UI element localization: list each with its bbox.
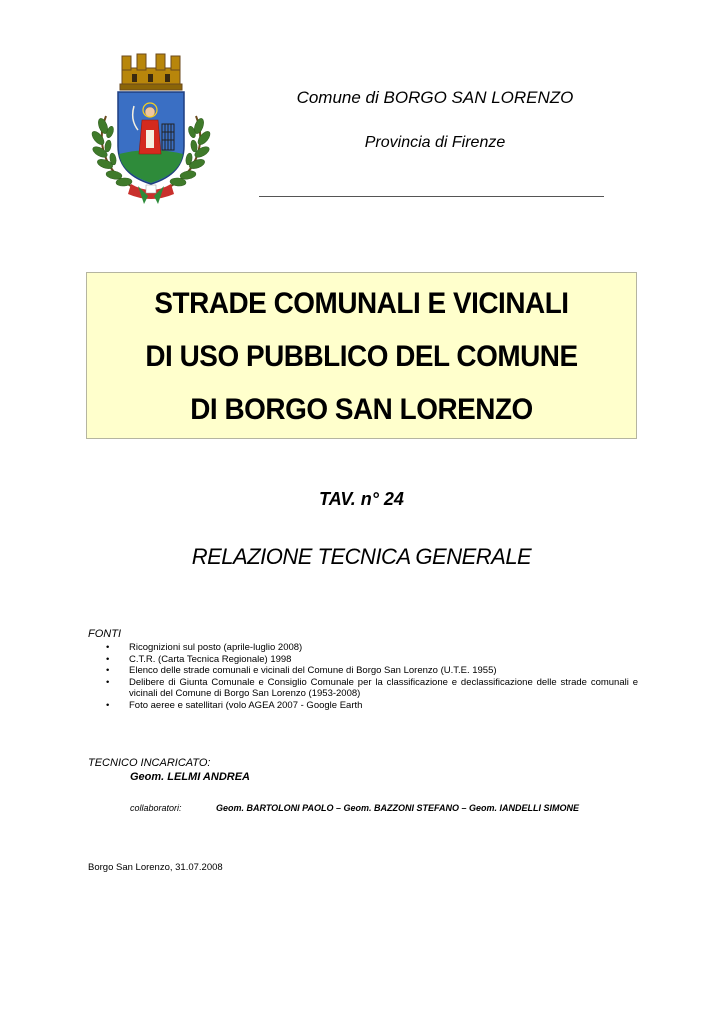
- list-item: [106, 665, 638, 677]
- comune-name: BORGO SAN LORENZO: [383, 88, 574, 107]
- list-item: [106, 700, 638, 712]
- shield-icon: [118, 92, 184, 184]
- list-item-text: Delibere di Giunta Comunale e Consiglio Comunale per la classificazione e declassificazione delle strade comunali e vicinali del Comune di Borgo San Lorenzo (1953-2008): [129, 676, 638, 700]
- comune-heading: [240, 88, 630, 108]
- tav-number: TAV. n° 24: [319, 489, 404, 509]
- comune-prefix: Comune di: [296, 88, 379, 107]
- place-date: Borgo San Lorenzo, 31.07.2008: [88, 862, 223, 873]
- list-item: [106, 642, 638, 654]
- list-item-text: Elenco delle strade comunali e vicinali del Comune di Borgo San Lorenzo (U.T.E. 1955): [129, 665, 497, 677]
- header-divider: [259, 196, 604, 197]
- list-item: [106, 654, 638, 666]
- list-item-text: Foto aeree e satellitari (volo AGEA 2007 - Google Earth: [129, 699, 363, 711]
- document-subtitle: RELAZIONE TECNICA GENERALE: [191, 544, 532, 569]
- title-line-3: DI BORGO SAN LORENZO: [190, 393, 533, 426]
- bullet-icon: •: [106, 665, 110, 677]
- coat-of-arms-icon: [86, 46, 216, 208]
- collaboratori-label: collaboratori:: [130, 803, 182, 813]
- title-line-2: DI USO PUBBLICO DEL COMUNE: [145, 340, 578, 373]
- bullet-icon: •: [106, 653, 110, 665]
- collaboratori-names: Geom. BARTOLONI PAOLO – Geom. BAZZONI STEFANO – Geom. IANDELLI SIMONE: [216, 803, 580, 813]
- title-line-1: STRADE COMUNALI E VICINALI: [154, 287, 569, 320]
- crown-icon: [120, 54, 182, 90]
- bullet-icon: •: [106, 699, 110, 711]
- list-item-text: C.T.R. (Carta Tecnica Regionale) 1998: [129, 653, 292, 665]
- fonti-list: [106, 642, 638, 712]
- list-item: [106, 677, 638, 700]
- title-box: [86, 272, 637, 439]
- ribbon-icon: [128, 184, 174, 204]
- fonti-label: FONTI: [88, 628, 121, 640]
- bullet-icon: •: [106, 676, 110, 688]
- tecnico-label: TECNICO INCARICATO:: [88, 757, 211, 769]
- tecnico-name: Geom. LELMI ANDREA: [130, 771, 250, 783]
- provincia-heading: Provincia di Firenze: [364, 134, 506, 151]
- bullet-icon: •: [106, 642, 110, 653]
- list-item-text: Ricognizioni sul posto (aprile-luglio 2008): [129, 642, 303, 653]
